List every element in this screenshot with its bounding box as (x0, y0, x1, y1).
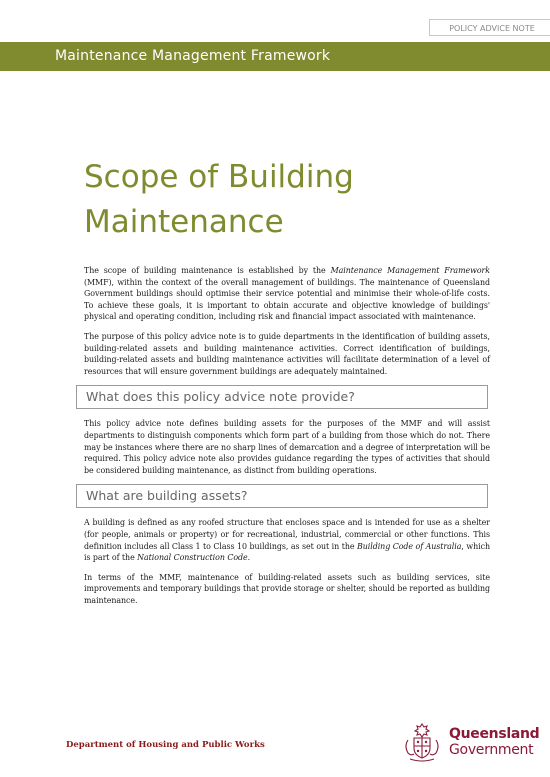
intro-paragraph-2: The purpose of this policy advice note is to guide departments in the identification of building assets, building-related assets and building maintenance activities. Correct identification of buildings, building-related assets and building maintenance activities will facilitate determination of a level of resources that will ensure government buildings are adequately maintained. (84, 331, 490, 376)
section2-paragraph-2: In terms of the MMF, maintenance of building-related assets such as building services, site improvements and temporary buildings that provide storage or shelter, should be reported as building maintenance. (84, 572, 490, 605)
section2-p1-text-b: , which is part of the (84, 541, 491, 563)
logo-queensland: Queensland (449, 726, 540, 742)
framework-title: Maintenance Management Framework (55, 48, 331, 64)
section2-paragraph-1 (84, 517, 490, 563)
title-line-2: Maintenance (84, 204, 284, 240)
main-content (84, 265, 490, 614)
mmf-reference: Maintenance Management Framework (330, 266, 490, 275)
section1-paragraph: This policy advice note defines building assets for the purposes of the MMF and will assist departments to distinguish components which form part of a building from those which do not. There may be instances where there are no sharp lines of demarcation and a degree of interpretation will be required. This policy advice note also provides guidance regarding the types of activities that should be considered building maintenance, as distinct from building operations. (84, 419, 490, 475)
queensland-crest-icon (400, 720, 444, 764)
queensland-government-logo (400, 720, 540, 765)
title-line-1: Scope of Building (84, 159, 354, 195)
section-heading-what-does-it-provide: What does this policy advice note provide? (76, 385, 488, 409)
section2-p1-text-a: A building is defined as any roofed structure that encloses space and is intended for use as a shelter (for people, animals or property) or for recreational, industrial, commercial or other functions. This definition includes all Class 1 to Class 10 buildings, as set out in the (84, 518, 490, 551)
page-title (84, 155, 354, 245)
footer-department: Department of Housing and Public Works (66, 740, 265, 750)
section2-p1-text-c: . (247, 553, 251, 563)
intro-p1-text-a: The scope of building maintenance is established by the (84, 266, 331, 275)
ncc-reference: National Construction Code (137, 553, 248, 563)
intro-p1-text-b: (MMF), within the context of the overall management of buildings. The maintenance of Queensland Government buildings should optimise their service potential and minimise their whole-of-life costs. To achieve these goals, it is important to obtain accurate and objective knowledge of buildings' physical and operating condition, including risk and financial impact associated with maintenance. (84, 277, 490, 322)
logo-government: Government (449, 742, 534, 758)
section-heading-building-assets: What are building assets? (76, 484, 488, 508)
document-type-tag: POLICY ADVICE NOTE (429, 19, 550, 36)
bca-reference: Building Code of Australia (356, 541, 462, 551)
header-band (0, 42, 550, 71)
intro-paragraph-1 (84, 265, 490, 323)
